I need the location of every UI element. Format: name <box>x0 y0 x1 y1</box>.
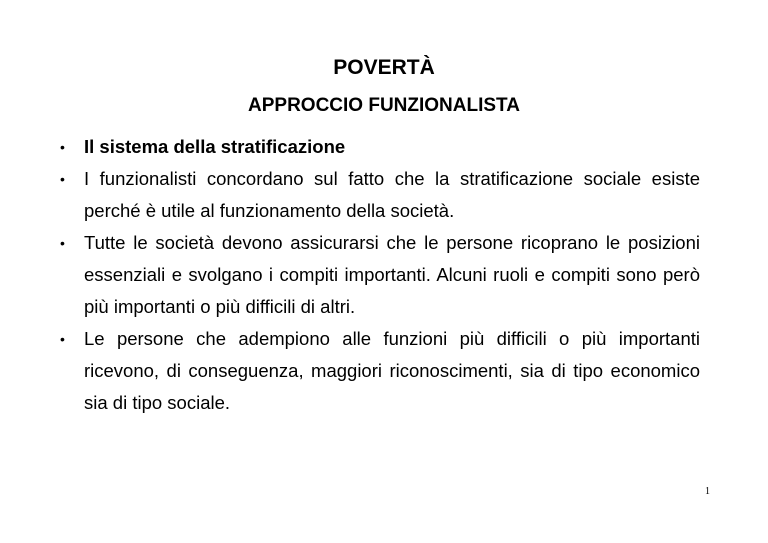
bullet-item <box>58 163 700 227</box>
bullet-dot-icon: • <box>60 171 65 187</box>
bullet-text: Tutte le società devono assicurarsi che le persone ricoprano le posizioni essenziali e svolgano i compiti importanti. Alcuni ruoli e compiti sono però più importanti o più difficili di altri. <box>84 232 700 317</box>
page-number: 1 <box>705 486 710 497</box>
bullet-dot-icon: • <box>60 331 65 347</box>
bullet-text: Le persone che adempiono alle funzioni più difficili o più importanti ricevono, di conseguenza, maggiori riconoscimenti, sia di tipo economico sia di tipo sociale. <box>84 328 700 413</box>
bullet-item <box>58 227 700 323</box>
bullet-item <box>58 131 700 163</box>
bullet-list <box>58 131 700 419</box>
bullet-text: Il sistema della stratificazione <box>84 136 346 157</box>
slide-title: POVERTÀ <box>333 56 435 79</box>
bullet-dot-icon: • <box>60 235 65 251</box>
bullet-dot-icon: • <box>60 139 65 155</box>
slide-subtitle: APPROCCIO FUNZIONALISTA <box>248 95 520 116</box>
bullet-item <box>58 323 700 419</box>
bullet-text: I funzionalisti concordano sul fatto che la stratificazione sociale esiste perché è utile al funzionamento della società. <box>84 168 700 221</box>
